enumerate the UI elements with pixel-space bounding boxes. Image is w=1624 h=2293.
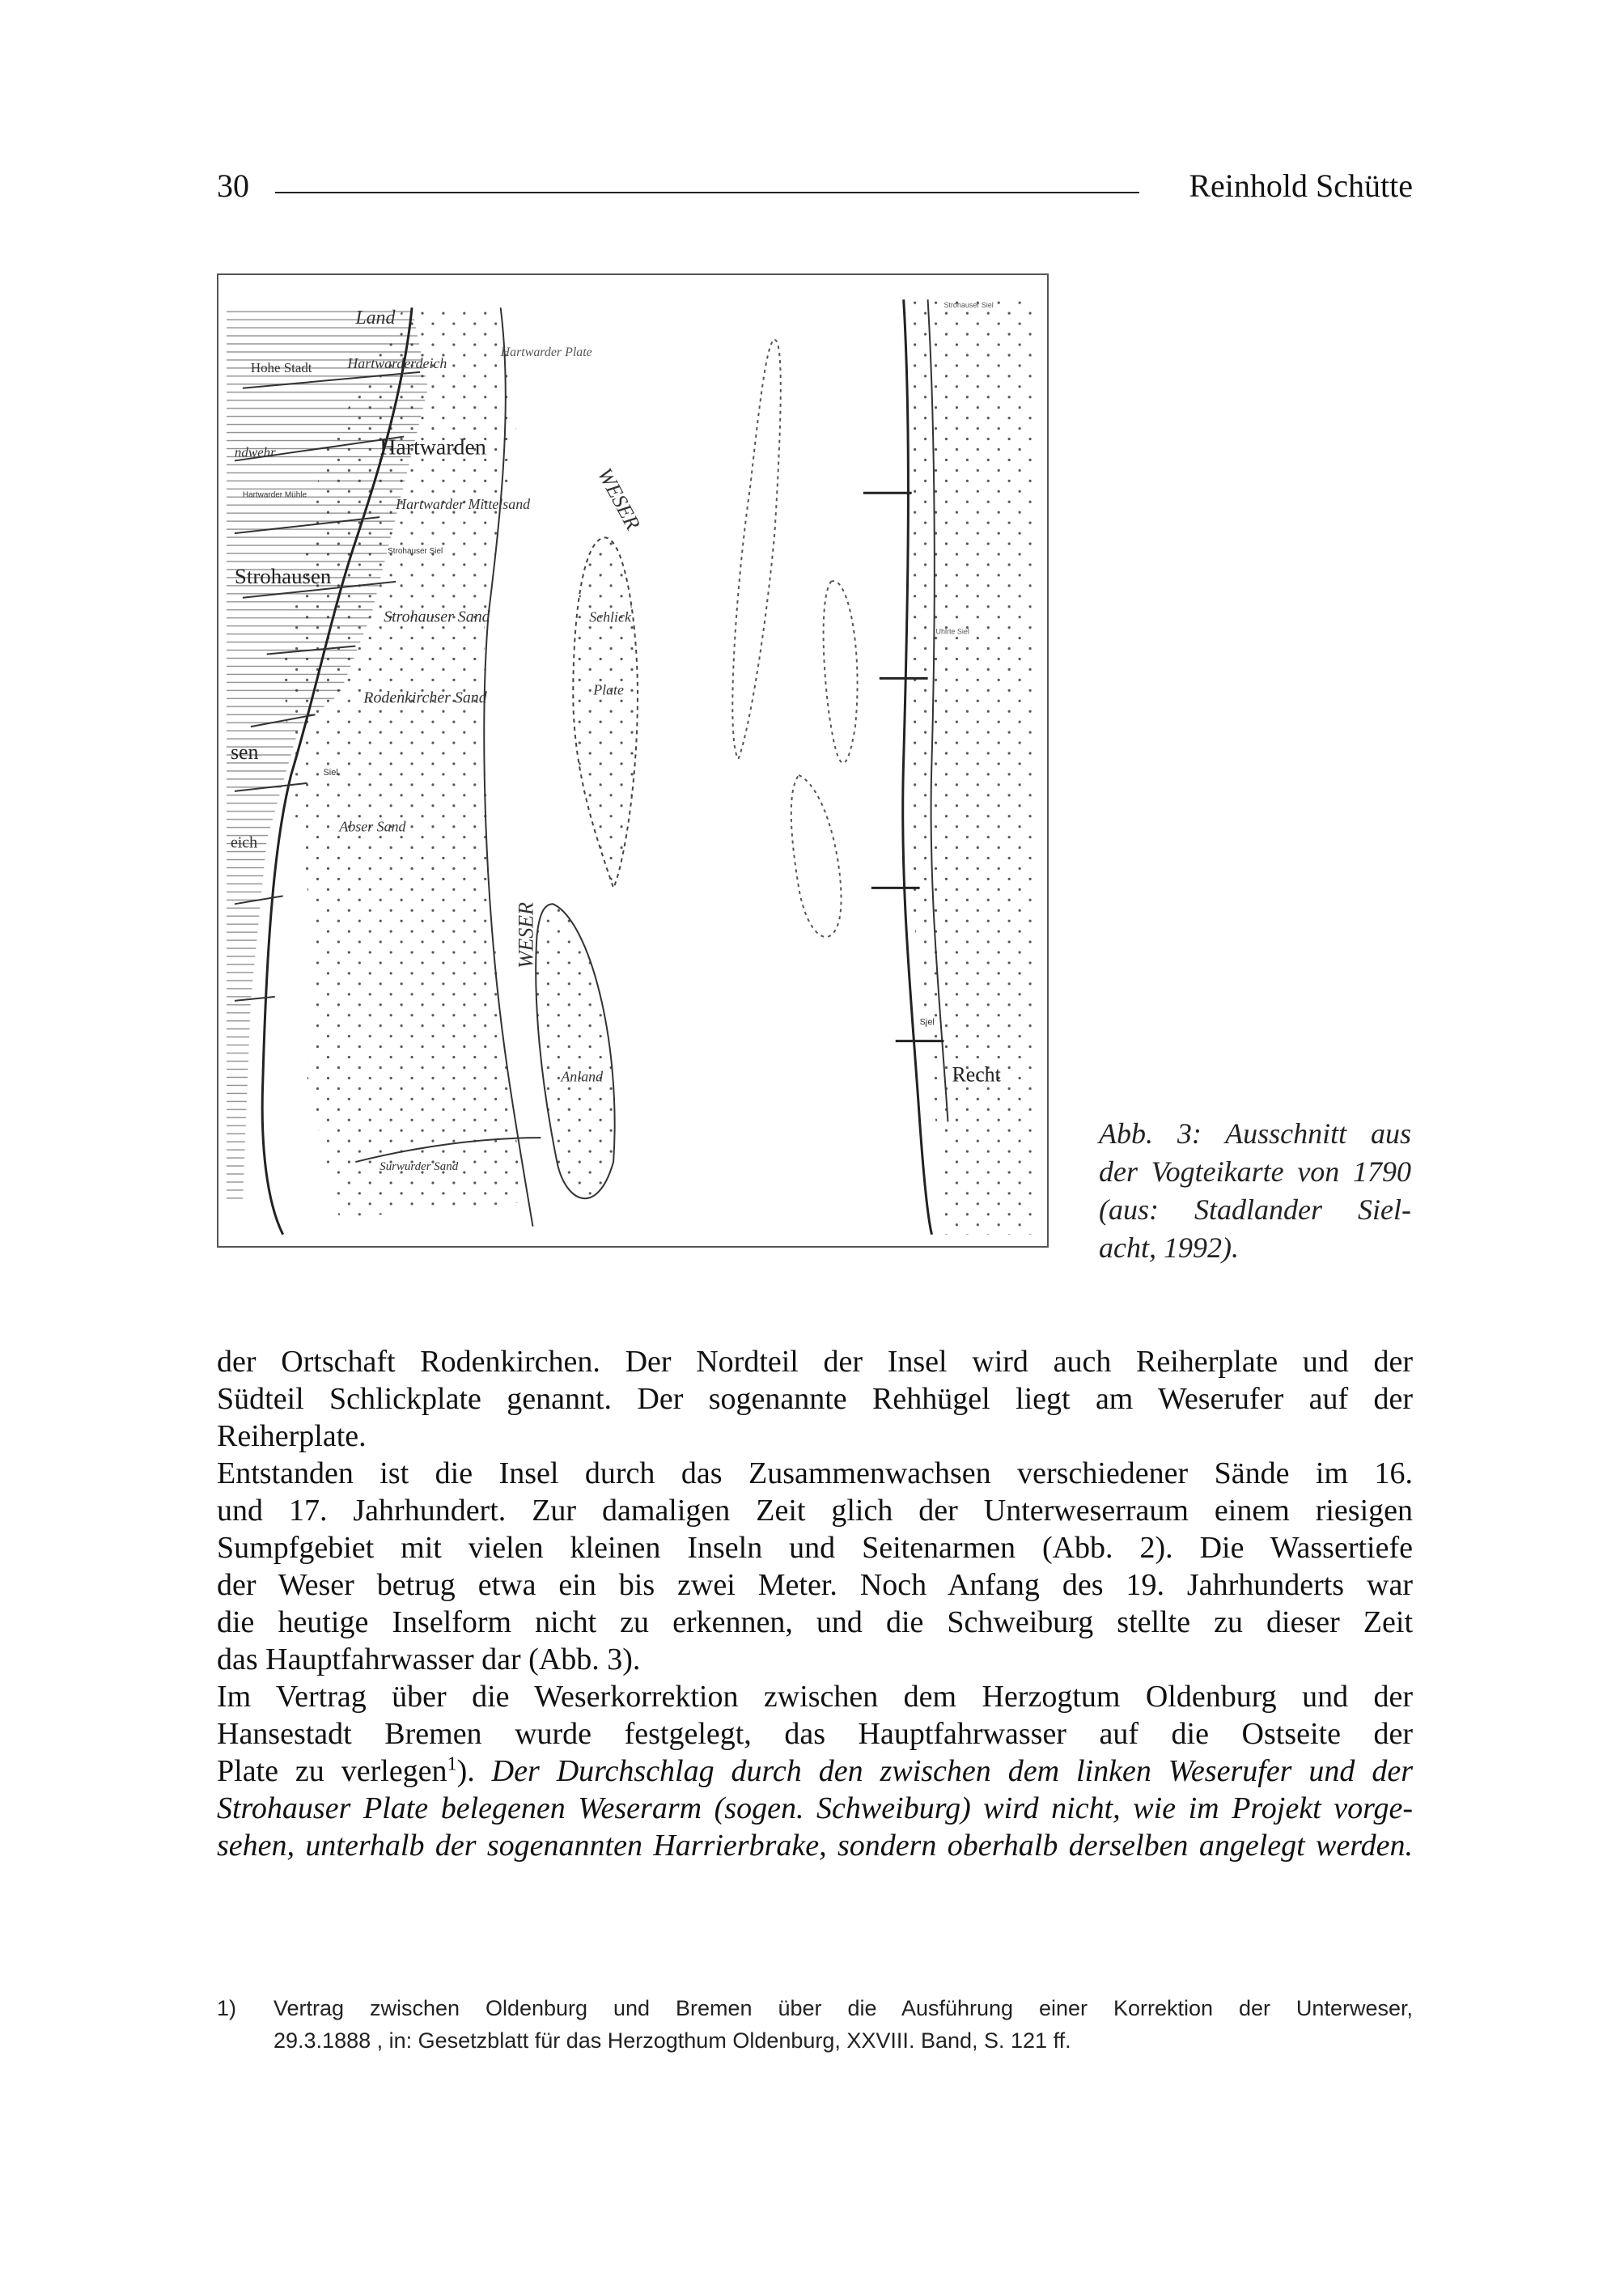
map-label-hartwarderdeich: Hartwarderdeich xyxy=(347,354,447,371)
map-label-eich: eich xyxy=(230,833,258,852)
text-line: das Hauptfahrwasser dar (Abb. 3). xyxy=(217,1642,641,1676)
figure-map-frame xyxy=(217,273,1049,1248)
text-fragment: ). xyxy=(456,1754,475,1788)
text-line: Hansestadt Bremen wurde festgelegt, das Hauptfahrwasser auf die Ostseite der xyxy=(217,1717,1413,1751)
map-label-sen: sen xyxy=(230,740,259,765)
historical-map xyxy=(218,275,1047,1246)
footnote-reference[interactable]: 1 xyxy=(447,1753,457,1775)
map-label-hartwarder-muhle: Hartwarder Mühle xyxy=(242,490,307,500)
page-number: 30 xyxy=(217,167,249,204)
text-line: der Ortschaft Rodenkirchen. Der Nordteil der Insel wird auch Reiherplate und der xyxy=(217,1345,1413,1379)
text-line: Im Vertrag über die Weserkorrektion zwischen dem Herzogtum Oldenburg und der xyxy=(217,1680,1413,1714)
paragraph-1 xyxy=(217,1343,1413,1455)
quote-line: sehen, unterhalb der sogenannten Harrierbrake, sondern oberhalb derselben angelegt werden. xyxy=(217,1829,1413,1863)
text-fragment: Plate zu verlegen xyxy=(217,1754,447,1788)
map-label-strohauser-siel: Strohauser Siel xyxy=(388,547,443,556)
map-label-strohauser-sand: Strohauser Sand xyxy=(384,608,490,626)
caption-line-2: der Vogteikarte von 1790 xyxy=(1099,1155,1411,1188)
map-label-weser-top: WESER xyxy=(592,464,645,534)
map-label-land: Land xyxy=(355,307,396,329)
island-lower-sand xyxy=(791,775,842,937)
quote-fragment: Der Durchschlag durch den zwischen dem linken Weserufer und der xyxy=(491,1754,1413,1788)
island-upper-sand xyxy=(732,340,780,759)
map-label-schlick: Schlick xyxy=(589,608,631,625)
footnote-line-1: Vertrag zwischen Oldenburg und Bremen über die Ausführung einer Korrektion der Unterweser, xyxy=(273,1996,1413,2020)
header-rule xyxy=(275,192,1139,193)
map-label-plate: Plate xyxy=(593,681,624,698)
footnote-line-2: 29.3.1888 , in: Gesetzblatt für das Herzogthum Oldenburg, XXVIII. Band, S. 121 ff. xyxy=(273,2028,1071,2053)
text-line-mixed xyxy=(217,1753,1413,1790)
page-header xyxy=(217,167,1413,212)
map-label-weser-mid: WESER xyxy=(514,902,538,968)
map-label-surwurder-sand: Surwurder Sand xyxy=(379,1160,459,1174)
text-line: und 17. Jahrhundert. Zur damaligen Zeit glich der Unterweserraum einem riesigen xyxy=(217,1494,1413,1528)
map-label-ndwehr: ndwehr xyxy=(234,444,276,460)
caption-line-1: Abb. 3: Ausschnitt aus xyxy=(1099,1117,1411,1150)
text-line: die heutige Inselform nicht zu erkennen, und die Schweiburg stellte zu dieser Zeit xyxy=(217,1605,1413,1639)
map-label-siel-left: Siel xyxy=(323,767,338,778)
map-label-siel-right: Siel xyxy=(919,1017,935,1028)
island-anland xyxy=(536,904,614,1198)
footnote-text xyxy=(273,1992,1413,2057)
paragraph-3 xyxy=(217,1678,1413,1864)
text-line: Sumpfgebiet mit vielen kleinen Inseln und Seitenarmen (Abb. 2). Die Wassertiefe xyxy=(217,1531,1413,1565)
map-label-recht: Recht xyxy=(952,1062,1001,1087)
map-label-hohe-stadt: Hohe Stadt xyxy=(250,359,312,375)
quote-line: Strohauser Plate belegenen Weserarm (sogen. Schweiburg) wird nicht, wie im Projekt vorge- xyxy=(217,1791,1413,1825)
map-label-abser-sand: Abser Sand xyxy=(339,818,406,835)
running-head-author: Reinhold Schütte xyxy=(1189,167,1413,204)
caption-line-3: (aus: Stadlander Siel- xyxy=(1099,1193,1411,1226)
map-label-strohausen: Strohausen xyxy=(234,563,332,588)
text-line: Reiherplate. xyxy=(217,1419,367,1453)
right-foreshore xyxy=(904,299,1032,1234)
text-line: Entstanden ist die Insel durch das Zusammenwachsen verschiedener Sände im 16. xyxy=(217,1456,1413,1490)
map-label-hartwarder-mittelsand: Hartwarder Mittelsand xyxy=(396,496,531,513)
footnote-number: 1) xyxy=(217,1996,237,2020)
island-mid-sand xyxy=(824,581,858,763)
figure-caption xyxy=(1099,1115,1411,1267)
map-label-anland: Anland xyxy=(561,1068,604,1085)
body-text xyxy=(217,1343,1413,1864)
map-label-mid-right: Uhlrte Siel xyxy=(935,627,969,636)
map-label-upper-right: Strohauser Siel xyxy=(943,301,994,310)
text-line: Südteil Schlickplate genannt. Der sogenannte Rehhügel liegt am Weserufer auf der xyxy=(217,1382,1413,1416)
text-line: der Weser betrug etwa ein bis zwei Meter. Noch Anfang des 19. Jahrhunderts war xyxy=(217,1568,1413,1602)
map-label-hartwarder-plate: Hartwarder Plate xyxy=(500,345,592,359)
island-schlick-plate xyxy=(573,537,638,888)
paragraph-2 xyxy=(217,1455,1413,1678)
caption-line-4: acht, 1992). xyxy=(1099,1231,1239,1264)
map-label-rodenkircher-sand: Rodenkircher Sand xyxy=(363,689,487,707)
map-label-hartwarden: Hartwarden xyxy=(379,434,486,460)
